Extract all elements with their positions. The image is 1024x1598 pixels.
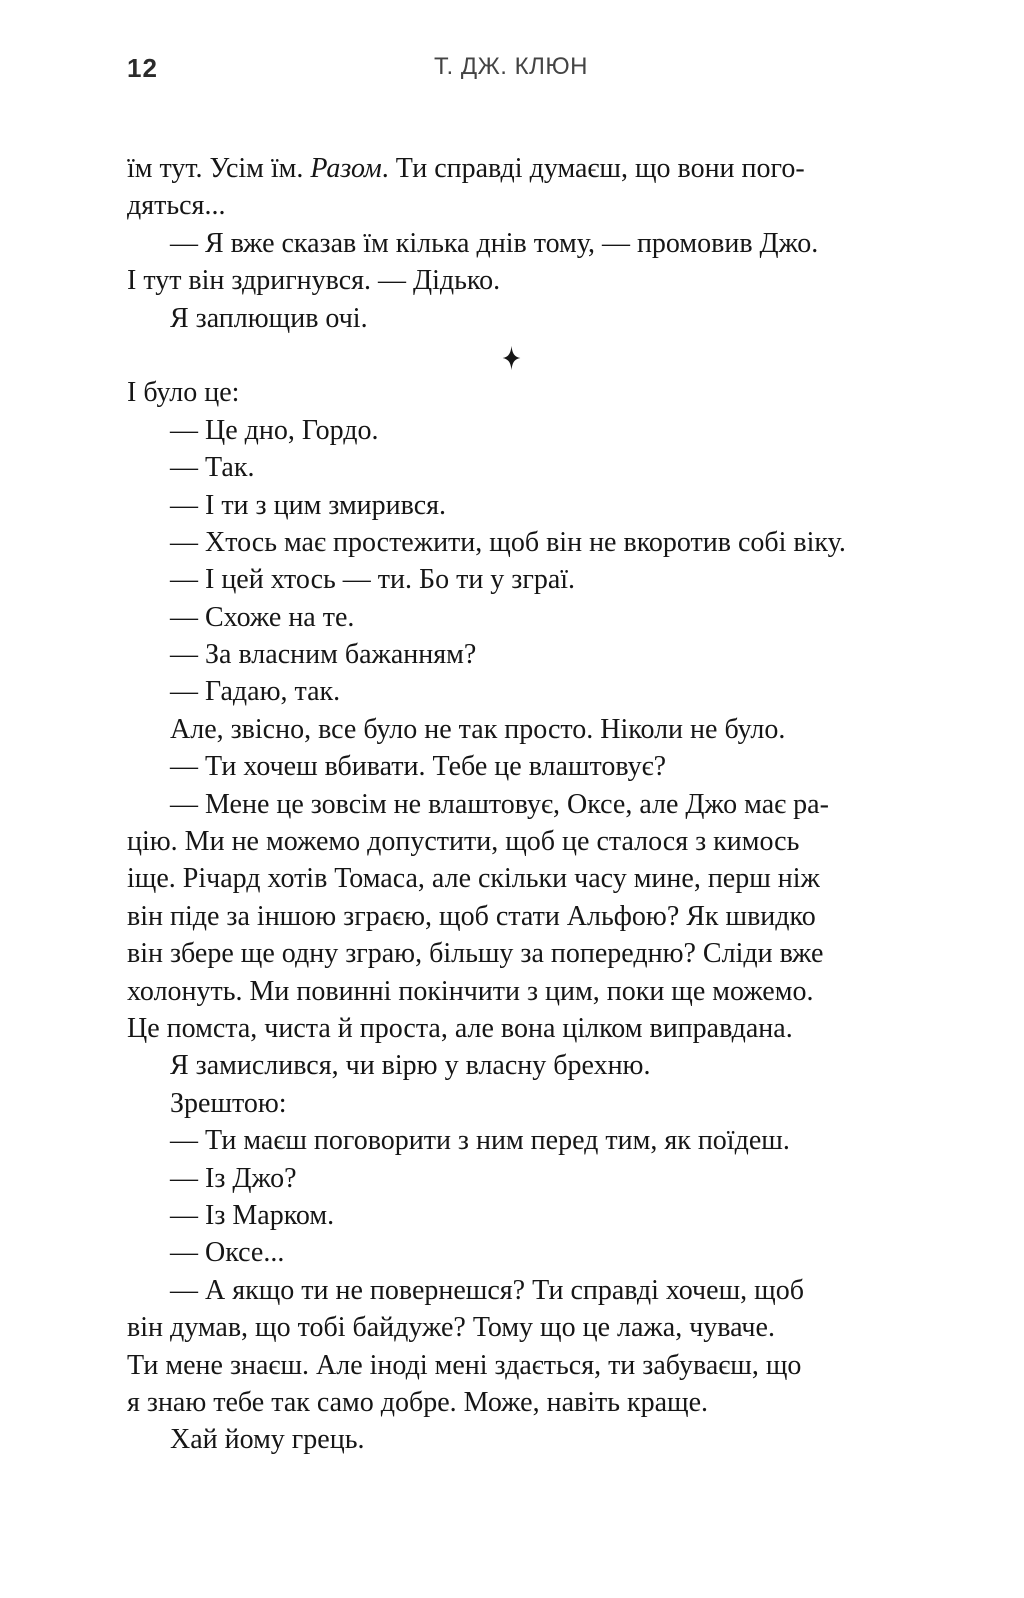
four-pointed-star-icon (502, 345, 521, 371)
text-segment: він думав, що тобі байдуже? Тому що це лажа, чуваче. (127, 1312, 775, 1344)
text-segment: їм тут. Усім їм. (127, 153, 311, 184)
text-line (127, 374, 895, 411)
text-segment: — А якщо ти не повернешся? Ти справді хочеш, щоб (170, 1274, 804, 1306)
text-line (127, 636, 895, 673)
text-line (127, 225, 895, 262)
text-line (127, 860, 895, 897)
page-number: 12 (127, 53, 158, 83)
text-segment: іще. Річард хотів Томаса, але скільки часу мине, перш ніж (127, 863, 820, 895)
text-line (127, 1347, 895, 1384)
text-segment: — За власним бажанням? (170, 639, 477, 671)
text-segment: І тут він здригнувся. — Дідько. (127, 265, 501, 297)
text-line (127, 1122, 895, 1159)
text-line (127, 449, 895, 486)
text-line (127, 187, 895, 224)
text-segment: — Мене це зовсім не влаштовує, Оксе, але Джо має ра- (170, 788, 829, 820)
text-block (127, 150, 895, 1459)
text-line (127, 150, 895, 187)
text-segment: — Гадаю, так. (170, 676, 341, 708)
text-line (127, 1384, 895, 1421)
text-line (127, 524, 895, 561)
text-line (127, 1197, 895, 1234)
text-line (127, 487, 895, 524)
text-line (127, 1085, 895, 1122)
text-line (127, 1421, 895, 1458)
text-segment: він піде за іншою зграєю, щоб стати Альфою? Як швидко (127, 900, 816, 932)
text-segment: Але, звісно, все було не так просто. Ніколи не було. (170, 713, 786, 745)
text-segment: — Оксе... (170, 1237, 285, 1269)
text-segment: — Хтось має простежити, щоб він не вкоротив собі віку. (170, 526, 846, 558)
text-segment: я знаю тебе так само добре. Може, навіть краще. (127, 1386, 709, 1418)
text-segment: — Ти маєш поговорити з ним перед тим, як поїдеш. (170, 1125, 790, 1157)
running-title: Т. ДЖ. КЛЮН (434, 53, 588, 80)
text-segment: І було це: (127, 377, 240, 409)
text-line (127, 300, 895, 337)
page-header (127, 53, 895, 83)
text-line (127, 1047, 895, 1084)
text-line (127, 748, 895, 785)
text-line (127, 973, 895, 1010)
text-line (127, 823, 895, 860)
text-segment: — Схоже на те. (170, 601, 355, 633)
text-segment: він збере ще одну зграю, більшу за попередню? Сліди вже (127, 938, 824, 970)
text-line (127, 561, 895, 598)
text-segment: Я замислився, чи вірю у власну брехню. (170, 1050, 651, 1082)
scene-break (127, 337, 895, 374)
text-segment: — І ти з цим змирився. (170, 489, 447, 521)
text-segment: — Це дно, Гордо. (170, 414, 379, 446)
text-line (127, 1010, 895, 1047)
text-segment: цію. Ми не можемо допустити, щоб це сталося з кимось (127, 826, 800, 858)
text-line (127, 935, 895, 972)
text-segment: дяться... (127, 190, 226, 222)
text-line (127, 898, 895, 935)
text-line (127, 1234, 895, 1271)
text-line (127, 1309, 895, 1346)
text-segment: Зрештою: (170, 1087, 287, 1119)
text-segment: — Я вже сказав їм кілька днів тому, — промовив Джо. (170, 227, 819, 259)
text-line (127, 786, 895, 823)
text-segment: — Ти хочеш вбивати. Тебе це влаштовує? (170, 751, 667, 783)
text-line (127, 711, 895, 748)
text-segment: . Ти справді думаєш, що вони пого- (381, 153, 805, 184)
text-line (127, 673, 895, 710)
text-line (127, 262, 895, 299)
text-segment: Я заплющив очі. (170, 302, 368, 334)
italic-text-segment: Разом (310, 153, 382, 184)
text-line (127, 599, 895, 636)
text-segment: — Із Джо? (170, 1162, 297, 1194)
text-line (127, 412, 895, 449)
text-segment: — Так. (170, 452, 255, 484)
text-line (127, 1272, 895, 1309)
text-segment: — Із Марком. (170, 1199, 335, 1231)
text-segment: Це помста, чиста й проста, але вона цілком виправдана. (127, 1012, 793, 1044)
text-segment: холонуть. Ми повинні покінчити з цим, поки ще можемо. (127, 975, 814, 1007)
text-segment: Хай йому грець. (170, 1424, 365, 1456)
text-segment: — І цей хтось — ти. Бо ти у зграї. (170, 564, 576, 596)
text-segment: Ти мене знаєш. Але іноді мені здається, ти забуваєш, що (127, 1349, 802, 1381)
text-line (127, 1160, 895, 1197)
